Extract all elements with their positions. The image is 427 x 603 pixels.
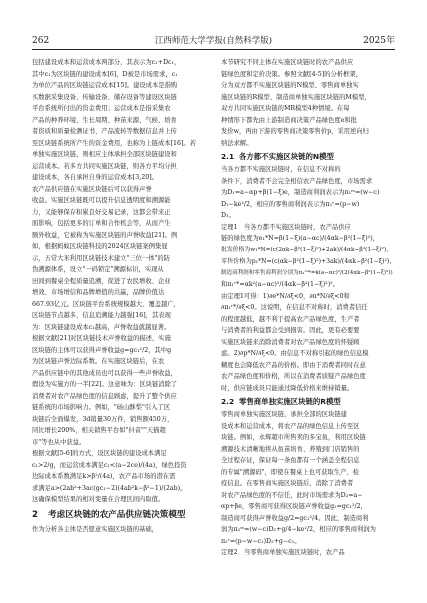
text-line: 产品的种养环境、生长周期、种苗来源、气候、培育 <box>32 116 177 124</box>
text-line: 假设为实施方的一半[22]。这意味为：区块链消除了 <box>32 381 178 388</box>
text-line: 双方共同实施区块链的MR模型4种情境。在每 <box>221 105 350 112</box>
text-line: 运营成本。若多方共同实施区块链，则各方平均分担 <box>32 162 177 170</box>
text-line: 面影响，包括更多的订单和合作机会等，从而产生 <box>32 220 171 227</box>
text-line: 虑。2)∂p*N/∂ξ<0。由信息不对称引起的绿色信息模 <box>221 350 369 357</box>
text-line: 力，又能够保存积累良好交易记录，这都会带来正 <box>32 208 171 216</box>
text-line: ∂π₁ʳ*/∂ξ<0。这说明，在信息不对称时，消费者信任 <box>221 304 368 311</box>
text-line: 其中c₁为区块链的建设成本[6]，D被是市场需求，c₁ <box>32 70 178 78</box>
left-column <box>32 57 206 535</box>
text-line: 链的绿色度为e₁*N=β(1−ξ)(a−αc)/(4αk−β²(1−ξ)²)， <box>221 235 380 242</box>
text-line: 收益。实施区块链既可以提升信息透明度和溯源能 <box>32 197 171 204</box>
text-line: 区块链的主体可以获得声誉收益g=gc₁²/2，其中g <box>32 346 172 354</box>
section-number: 2 <box>32 509 38 520</box>
text-line: 农产品供应链在实施区块链后可以获得声誉 <box>32 185 152 193</box>
text-line: 为区块链声誉边际系数。在实施区块链后，在农 <box>32 358 165 365</box>
text-line: 区块链节点越多，信息追溯能力越强[16]，其表现 <box>32 312 171 319</box>
text-line: 建设成本，各自承担自身的运营成本[3,20]。 <box>32 174 158 181</box>
text-line: 链绿色度和定价决策。参照文献[4-5]的分析框架， <box>221 70 362 78</box>
text-line: 者资质和质量检测证书、产品流转等数据信息并上传 <box>32 128 177 135</box>
text-line: 纳法求解。 <box>221 139 253 147</box>
text-line: 与消费者的利益都会受到损害。因此，更有必要要 <box>221 327 360 334</box>
text-line: 为：区块链建设成本c₁越高，声誉收益就越显著。 <box>32 323 171 331</box>
text-line: 由定理1可得：1)∂e*N/∂ξ<0，∂π*N/∂ξ<0和 <box>221 292 350 300</box>
text-line: 单独实施区块链，则相应主体承担全部区块链建设和 <box>32 151 177 158</box>
paragraph-reputation-benefit <box>32 184 206 449</box>
text-line: 示，五常大米利用区块链技术建立"三位一体"的防 <box>32 254 171 262</box>
text-line: 本节研究不同主体在实施区块链时的农产品供应 <box>221 59 354 66</box>
text-line: 产品供应链中的其他成员也可以获得一些声誉收益， <box>32 369 177 377</box>
text-line: 和π₁ʳ*=αk²(a−αc)²/(4αk−β²(1−ξ)²)²。 <box>221 281 339 288</box>
text-line: 制造商利润和零售商利润分别为π₁ᵐ*=k(a−αc)²/(2(4αk−β²(1−ξ)²)) <box>221 269 393 276</box>
text-line: 润为π₂ᵐ=(w−c)D₂+g/4−ke²/2，相应的零售商利润为 <box>221 526 376 533</box>
subsection-title: 零售商单独实施区块链的R模型 <box>239 397 341 406</box>
text-line: 农产品绿色度和价格，所以在消费者质疑产品绿色度 <box>221 373 366 380</box>
publication-year: 2025年 <box>363 36 395 46</box>
paragraph-model-overview <box>221 57 395 149</box>
text-line: D₁−ke²/2，相应的零售商利润表示为π₁ʳ=(p−w) <box>221 200 360 208</box>
text-line: 根据文献[21]对区块链技术声誉收益的描述，实施 <box>32 335 171 342</box>
text-line: 施区块链的R模型、制造商单独实施区块链的M模型， <box>221 93 371 101</box>
text-line: 伪溯源体系，设立"一码锁定"溯源标识，实现从 <box>32 266 164 273</box>
theorem-1 <box>221 222 395 291</box>
page-number: 262 <box>32 36 50 46</box>
text-line: 的专属"溯源码"，即使在餐桌上也可获取生产、检 <box>221 468 360 476</box>
theorem-2 <box>221 547 395 559</box>
text-line: 消费者对农产品绿色度的信息顾虑，提升了整个供应 <box>32 392 177 400</box>
subsection-number: 2.1 <box>221 152 235 161</box>
text-line: 零售价格为p₁*N=(c(αk−β²(1−ξ)²)+3ak)/(4αk−β²(1−ξ)²)， <box>221 258 395 265</box>
text-line: 定理1 当各方都不实施区块链时，农产品供应 <box>221 223 351 231</box>
text-line: 溯源技术清晰地将从鱼苗培育、养殖到门店销售的 <box>221 445 360 453</box>
text-line: 作为分析各主体是否愿意实施区块链的基础， <box>32 525 158 533</box>
text-line: 买数据采集设备、传输设备、储存设备等建设区块链 <box>32 93 177 101</box>
text-line: 为D₁=a−αp+β(1−ξ)e，制造商利润表示为π₁ᵐ=(w−c) <box>221 189 380 196</box>
subsection-number: 2.2 <box>221 397 235 406</box>
text-line: π₂ʳ=(p−w−c₁)D₂+g−c₁。 <box>221 537 301 545</box>
paragraph-r-model <box>221 409 395 547</box>
text-line: 的程度越低，越不利于提高农产品绿色度，生产者 <box>221 315 360 323</box>
text-line: 疫信息。在零售商实施区块链后，消除了消费者 <box>221 480 354 487</box>
text-line: 定理2 当零售商单独实施区块链时，农产品 <box>221 549 345 556</box>
text-line: c₁>2/g，而运营成本满足c₁<(a−2ce)/(4a)，绿色投资 <box>32 461 187 469</box>
subsection-heading-2-1 <box>221 151 395 163</box>
header-rule <box>32 49 395 50</box>
journal-title: 江西师范大学学报(自然科学版) <box>154 36 273 46</box>
text-line: 如，根据蚂蚁区块链科技的2024区块链案例集显 <box>32 243 168 250</box>
text-line: 这确保模型结果的相对变量在合理区间内取值。 <box>32 496 165 503</box>
text-line: 实施区块链来消除消费者对农产品绿色度的怀疑顾 <box>221 338 360 346</box>
text-line: 链系统的市场影响力。例如，"砀山酥梨"引入了区 <box>32 404 171 411</box>
text-line: 制造商可获得声誉收益g/2=gc₁²/4。因此，制造商利 <box>221 514 369 522</box>
text-line: 分为双方都不实施区块链的N模型、零售商单独实 <box>221 82 359 89</box>
paragraph-cost-definition <box>32 57 206 184</box>
text-line: 发价w，再由下游的零售商决策零售价p，采用逆向归 <box>221 128 369 135</box>
text-line: 根据文献[5-6]的方式，设区块链的建设成本满足 <box>32 450 167 457</box>
text-line: 边际成本系数满足k>β²/(4a)，农产品市场的潜在需 <box>32 473 176 480</box>
subsection-title: 各方都不实施区块链的N模型 <box>239 152 334 161</box>
paragraph-assumptions <box>32 448 206 506</box>
text-line: 市"等也从中获益。 <box>32 438 86 446</box>
text-line: 为单位产品的区块链运营成本[15]。建设成本是指购 <box>32 82 178 89</box>
text-line: 额外收益，它被称为实施区块链的声誉收益[21]。例 <box>32 231 178 239</box>
paragraph-theorem1-inference <box>221 291 395 395</box>
text-line: 设成本和运营成本，将农产品的绿色信息上传至区 <box>221 422 360 430</box>
text-line: 糊度也会降低农产品的价格。即由于消费者同时在意 <box>221 361 366 369</box>
text-line: D₁。 <box>221 212 235 219</box>
section-heading-2 <box>32 509 206 522</box>
text-line: 667.93亿元。区块链平台系统规模越大、覆盖越广， <box>32 300 180 308</box>
text-line: 块链后全面爆发，3d销量30万件，销售额450万， <box>32 415 174 423</box>
text-line: 增效、市场增信和品牌增值的共赢，品牌价值达 <box>32 289 165 296</box>
subsection-heading-2-2 <box>221 396 395 408</box>
paragraph-section2-intro <box>32 524 206 536</box>
text-line: 平台系统所付出的资金费用；运营成本是指采集农 <box>32 105 171 112</box>
right-column <box>221 57 395 559</box>
text-line: 全过程存证，保证每一条鱼都有一个涵盖全程信息 <box>221 457 360 464</box>
text-line: 种情形下都先由上游制造商决策产品绿色度e和批 <box>221 116 357 124</box>
text-line: 批发价格为w₁*N=(c(2αk−β²(1−ξ)²)+2ak)/(4αk−β²(1−ξ)²)， <box>221 246 393 253</box>
text-line: 田间到餐桌全程质量追溯，促进了农民增收、企业 <box>32 277 171 285</box>
section-title: 考虑区块链的农产品供应链决策模型 <box>48 509 186 520</box>
text-line: 至区块链系统所产生的资金费用，也称为上链成本[16]。若 <box>32 139 197 147</box>
text-line: 块链。例如，永辉超市所售卖的多宝鱼，利用区块链 <box>221 434 366 441</box>
text-line: 对农产品绿色度的不信任，此时市场需求为D₂=a− <box>221 491 363 499</box>
text-line: 包括建设成本和运营成本两部分，其表示为c₁+Dc₁， <box>32 59 181 66</box>
text-line: 零售商单独实施区块链，承担全部的区块链建 <box>221 411 347 418</box>
text-line: 当各方都不实施区块链时，在信息不对称的 <box>221 166 341 173</box>
paragraph-n-model <box>221 164 395 222</box>
text-line: 条件下，消费者不会完全相信农产品绿色度，市场需求 <box>221 177 373 185</box>
text-line: αp+βe，零售商可获得区块链声誉收益g₂=gc₁²/2， <box>221 503 367 510</box>
text-line: 时，供应链成员只能通过降低价格来维持销量。 <box>221 384 354 392</box>
text-line: 求满足a>(2ab²+3ac(gc₁−2)(4ab²k−β²−1)/(2ab)。 <box>32 484 187 492</box>
text-line: 同比增长200%，相关销售平台如"抖音""天猫超 <box>32 427 166 434</box>
